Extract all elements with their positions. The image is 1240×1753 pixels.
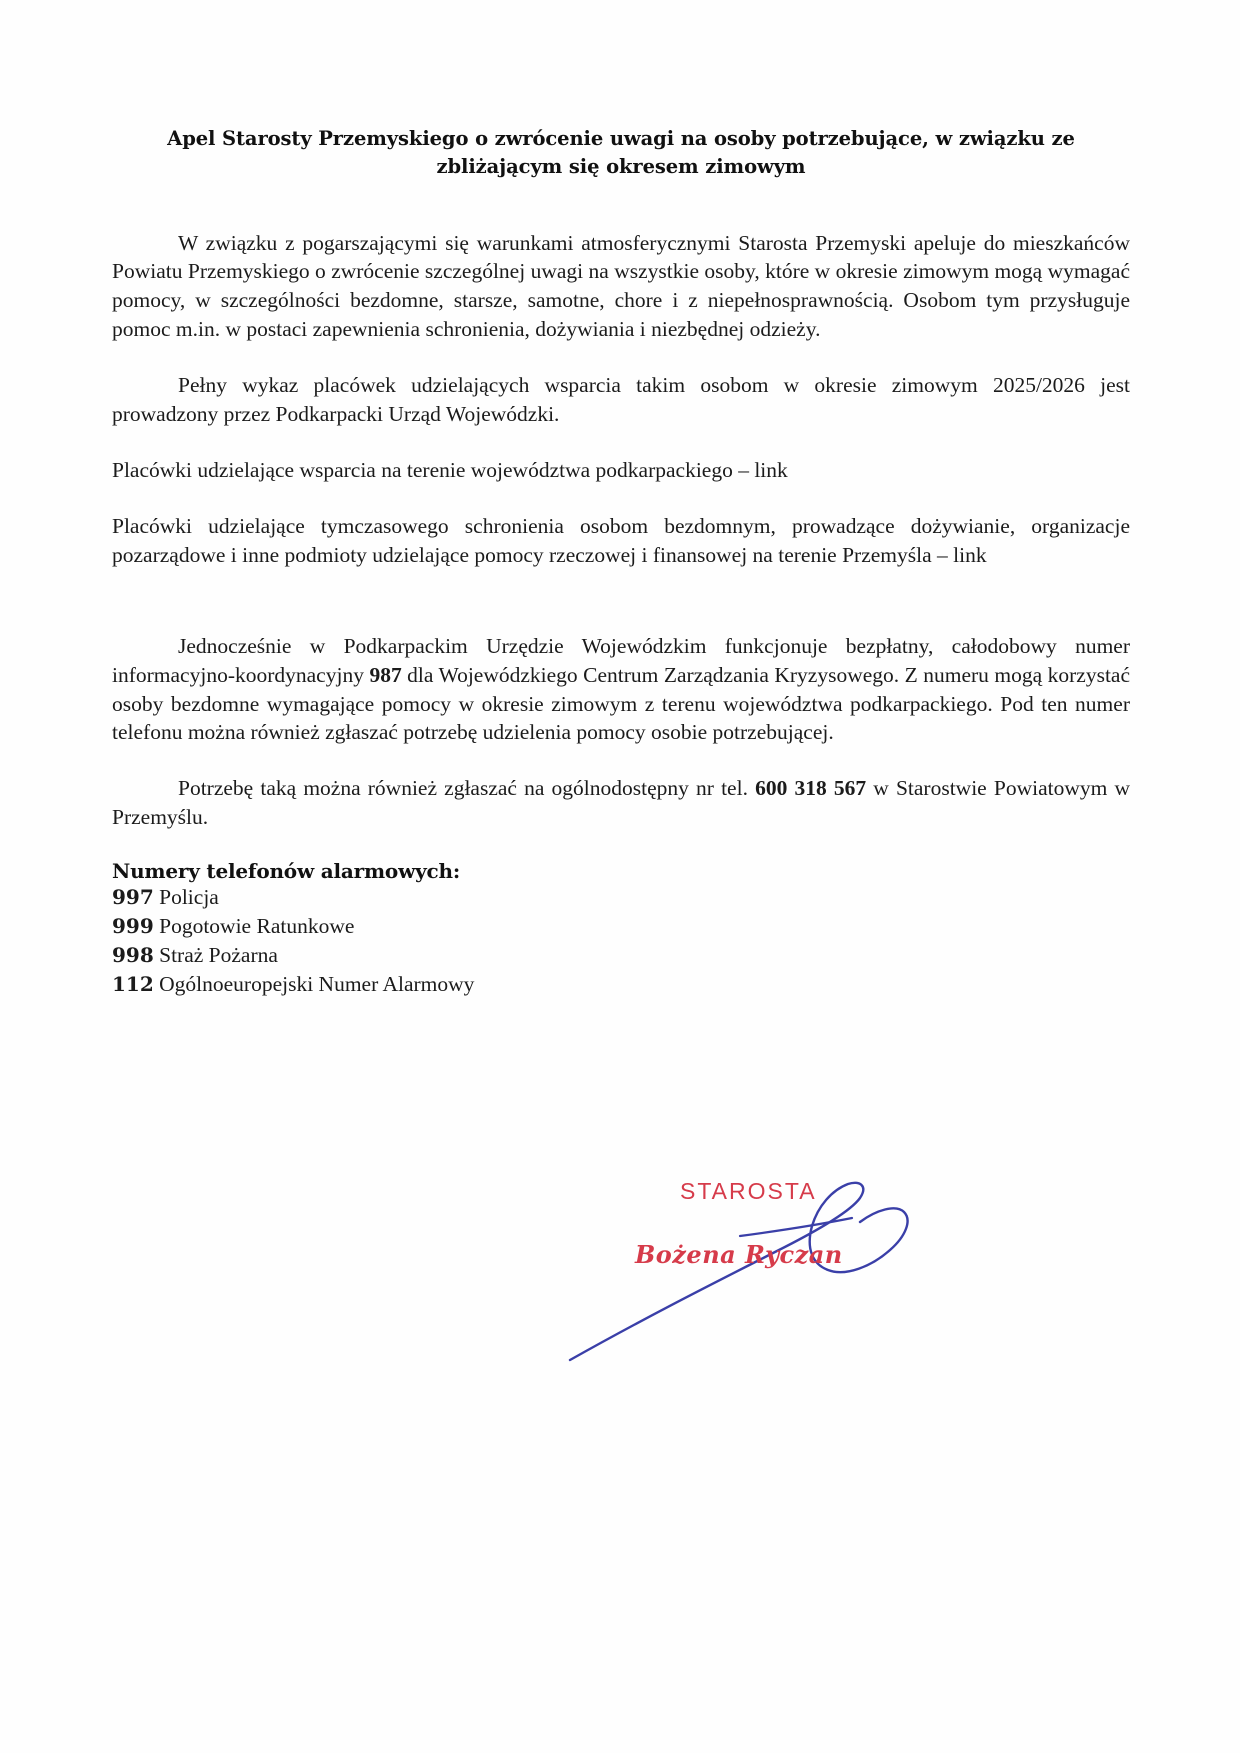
emergency-number-112: 112 — [112, 971, 154, 996]
local-phone-number: 600 318 567 — [755, 776, 867, 801]
paragraph-intro: W związku z pogarszającymi się warunkami atmosferycznymi Starosta Przemyski apeluje do mieszkańców Powiatu Przemyskiego o zwrócenie szczególnej uwagi na wszystkie osoby, które w okresie zimowym mogą wymagać pomocy, w szczególności bezdomne, starsze, samotne, chore i z niepełnosprawnością. Osobom tym przysługuje pomoc m.in. w postaci zapewnienia schronienia, dożywiania i niezbędnej odzieży. — [112, 230, 1130, 342]
spacer — [112, 182, 1130, 229]
hotline-text-before: Jednocześnie w Podkarpackim Urzędzie Wojewódzkim funkcjonuje bezpłatny, całodobowy numer informacyjno-koordynacyjny — [112, 633, 1130, 687]
emergency-number-999: 999 — [112, 914, 154, 939]
spacer — [112, 344, 1130, 371]
local-text-before: Potrzebę taką można również zgłaszać na ogólnodostępny nr tel. — [178, 776, 756, 801]
emergency-label-998: Straż Pożarna — [153, 942, 278, 967]
spacer — [112, 570, 1130, 632]
spacer — [112, 747, 1130, 774]
document-body — [112, 125, 1130, 999]
page-title: Apel Starosty Przemyskiego o zwrócenie uwagi na osoby potrzebujące, w związku ze zbliżającym się okresem zimowym — [167, 127, 1075, 179]
emergency-label-999: Pogotowie Ratunkowe — [153, 914, 355, 939]
spacer — [112, 832, 1130, 859]
signature-block — [600, 1160, 980, 1360]
hotline-number: 987 — [369, 662, 402, 687]
emergency-label-112: Ogólnoeuropejski Numer Alarmowy — [153, 971, 475, 996]
paragraph-hotline — [112, 632, 1130, 748]
emergency-number-998: 998 — [112, 942, 154, 967]
emergency-item-ambulance — [112, 912, 1130, 941]
emergency-item-police — [112, 883, 1130, 912]
hotline-text-after: dla Wojewódzkiego Centrum Zarządzania Kryzysowego. Z numeru mogą korzystać osoby bezdomne wymagające pomocy w okresie zimowym z terenu województwa podkarpackiego. Pod ten numer telefonu można również zgłaszać potrzebę udzielenia pomocy osobie potrzebującej. — [112, 662, 1131, 745]
emergency-heading: Numery telefonów alarmowych: — [112, 859, 461, 884]
stamp-title: STAROSTA — [680, 1178, 817, 1204]
emergency-item-european — [112, 970, 1130, 999]
paragraph-link-przemysl: Placówki udzielające tymczasowego schronienia osobom bezdomnym, prowadzące dożywianie, organizacje pozarządowe i inne podmioty udzielające pomocy rzeczowej i finansowej na terenie Przemyśla – link — [112, 513, 1130, 567]
spacer — [112, 429, 1130, 456]
emergency-label-997: Policja — [153, 885, 219, 910]
local-text-after: w Starostwie Powiatowym w Przemyślu. — [112, 776, 1131, 830]
paragraph-link-voivodeship: Placówki udzielające wsparcia na terenie województwa podkarpackiego – link — [112, 457, 788, 482]
paragraph-registry: Pełny wykaz placówek udzielających wsparcia takim osobom w okresie zimowym 2025/2026 jest prowadzony przez Podkarpacki Urząd Wojewódzki. — [112, 373, 1130, 427]
spacer — [112, 485, 1130, 512]
stamp-name: Bożena Ryczan — [635, 1240, 843, 1269]
emergency-item-fire — [112, 941, 1130, 970]
paragraph-local-number — [112, 774, 1130, 832]
emergency-number-997: 997 — [112, 885, 154, 910]
